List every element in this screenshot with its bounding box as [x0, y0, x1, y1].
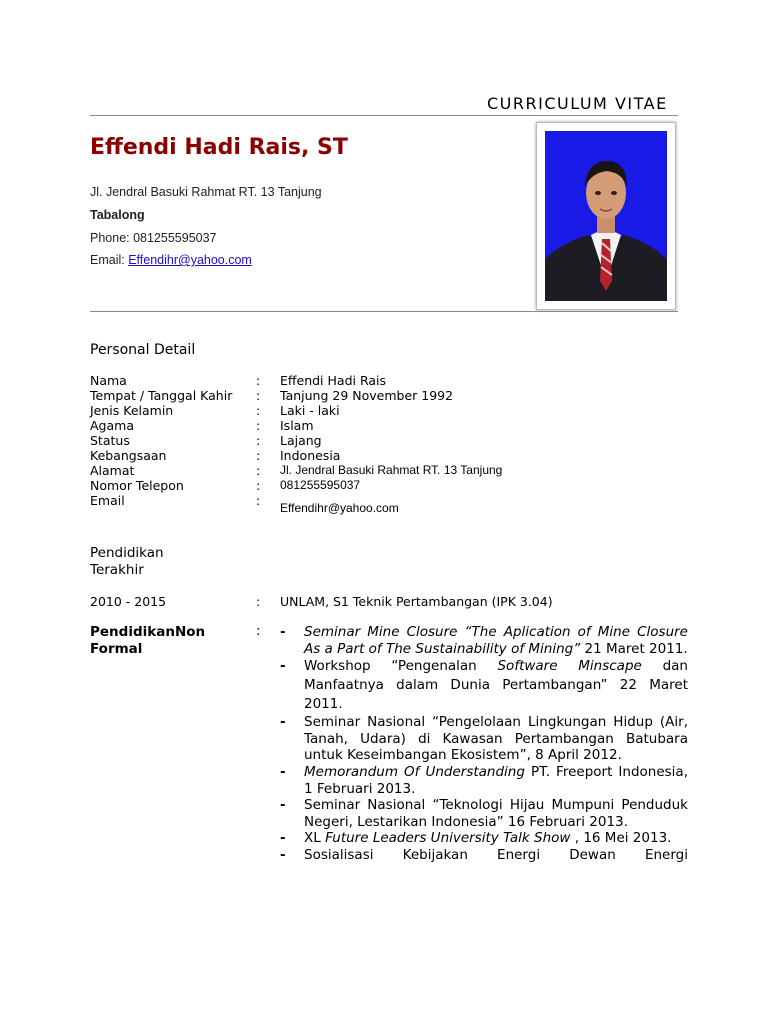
- detail-row-birth: [90, 388, 690, 403]
- detail-colon: :: [256, 463, 261, 478]
- email-label: Email:: [90, 253, 129, 267]
- detail-label: Status: [90, 433, 130, 448]
- list-dash: -: [280, 830, 286, 847]
- detail-label: Nomor Telepon: [90, 478, 184, 493]
- item-italic-text: Software Minscape: [497, 658, 642, 675]
- detail-row-gender: [90, 403, 690, 418]
- nonformal-colon: :: [256, 624, 261, 639]
- education-period: 2010 - 2015: [90, 594, 167, 609]
- detail-row-status: [90, 433, 690, 448]
- detail-label: Kebangsaan: [90, 448, 167, 463]
- list-item: [280, 830, 688, 847]
- item-text: dan Manfaatnya dalam Dunia Pertambangan” 22 Maret 2011.: [304, 658, 688, 713]
- detail-row-phone: [90, 478, 690, 493]
- item-text: XL: [304, 830, 326, 847]
- detail-value: Indonesia: [280, 448, 341, 463]
- item-text: Seminar Nasional “Teknologi Hijau Mumpuni Penduduk Negeri, Lestarikan Indonesia” 16 Februari 2013.: [304, 797, 688, 830]
- profile-photo-frame: [536, 122, 676, 310]
- item-text: Sosialisasi Kebijakan Energi Dewan Energi: [304, 846, 688, 863]
- detail-row-nama: [90, 373, 690, 388]
- detail-colon: :: [256, 388, 261, 403]
- detail-value: Lajang: [280, 433, 322, 448]
- detail-colon: :: [256, 478, 261, 493]
- list-item: [280, 847, 688, 864]
- detail-row-religion: [90, 418, 690, 433]
- detail-value: Islam: [280, 418, 314, 433]
- detail-label: Agama: [90, 418, 134, 433]
- detail-label: Alamat: [90, 463, 135, 478]
- personal-detail-heading: Personal Detail: [90, 342, 196, 358]
- item-italic-text: Memorandum Of Understanding: [304, 763, 525, 780]
- list-item: [280, 624, 688, 657]
- list-dash: -: [280, 624, 286, 640]
- education-value: UNLAM, S1 Teknik Pertambangan (IPK 3.04): [280, 594, 553, 609]
- detail-row-email: [90, 493, 690, 515]
- email-link[interactable]: Effendihr@yahoo.com: [128, 253, 252, 267]
- full-name: Effendi Hadi Rais, ST: [90, 135, 348, 160]
- detail-value: 081255595037: [280, 478, 361, 492]
- top-divider: [90, 115, 678, 116]
- list-item: [280, 657, 688, 714]
- list-dash: -: [280, 763, 286, 780]
- list-dash: -: [280, 846, 286, 863]
- email-line: [90, 253, 252, 267]
- education-heading-line-1: Pendidikan: [90, 545, 164, 561]
- item-italic-text: Future Leaders University Talk Show: [325, 830, 571, 847]
- item-text: Seminar Nasional “Pengelolaan Lingkungan Hidup (Air, Tanah, Udara) di Kawasan Pertambangan Batubara untuk Keseimbangan Ekosistem”, 8 April 2012.: [304, 714, 688, 764]
- detail-colon: :: [256, 403, 261, 418]
- detail-colon: :: [256, 418, 261, 433]
- detail-value: Effendihr@yahoo.com: [280, 501, 399, 515]
- detail-value: Laki - laki: [280, 403, 340, 418]
- detail-colon: :: [256, 493, 261, 508]
- detail-colon: :: [256, 433, 261, 448]
- detail-label: Tempat / Tanggal Kahir: [90, 388, 233, 403]
- item-text: 21 Maret 2011.: [580, 640, 688, 657]
- list-dash: -: [280, 797, 286, 814]
- education-heading: [90, 545, 164, 579]
- detail-colon: :: [256, 373, 261, 388]
- address-line-1: Jl. Jendral Basuki Rahmat RT. 13 Tanjung: [90, 185, 322, 199]
- list-item: [280, 797, 688, 830]
- detail-row-nationality: [90, 448, 690, 463]
- list-dash: -: [280, 714, 286, 731]
- nonformal-heading: [90, 624, 205, 658]
- detail-label: Nama: [90, 373, 127, 388]
- item-text: Workshop “Pengenalan: [304, 658, 498, 675]
- header-divider: [90, 311, 678, 312]
- detail-value: Tanjung 29 November 1992: [280, 388, 454, 403]
- education-colon: :: [256, 594, 261, 609]
- nonformal-heading-line-2: Formal: [90, 641, 143, 657]
- nonformal-list: [280, 624, 688, 864]
- address-line-2: Tabalong: [90, 208, 145, 222]
- cv-title: CURRICULUM VITAE: [487, 94, 668, 113]
- detail-label: Email: [90, 493, 125, 508]
- item-text: PT. Freeport Indonesia, 1 Februari 2013.: [304, 763, 688, 797]
- list-item: [280, 764, 688, 797]
- profile-photo: [545, 131, 667, 301]
- nonformal-heading-line-1: PendidikanNon: [90, 624, 206, 640]
- detail-row-address: [90, 463, 690, 478]
- detail-colon: :: [256, 448, 261, 463]
- education-row: [90, 594, 690, 609]
- item-italic-text: Seminar Mine Closure “The Aplication of Mine Closure As a Part of The Sustainability of Mining”: [304, 624, 688, 657]
- education-heading-line-2: Terakhir: [90, 562, 144, 578]
- detail-value: Jl. Jendral Basuki Rahmat RT. 13 Tanjung: [280, 463, 503, 477]
- list-dash: -: [280, 658, 286, 675]
- phone-line: Phone: 081255595037: [90, 231, 217, 245]
- item-text: , 16 Mei 2013.: [570, 830, 672, 847]
- detail-label: Jenis Kelamin: [90, 403, 174, 418]
- list-item: [280, 714, 688, 764]
- detail-value: Effendi Hadi Rais: [280, 373, 386, 388]
